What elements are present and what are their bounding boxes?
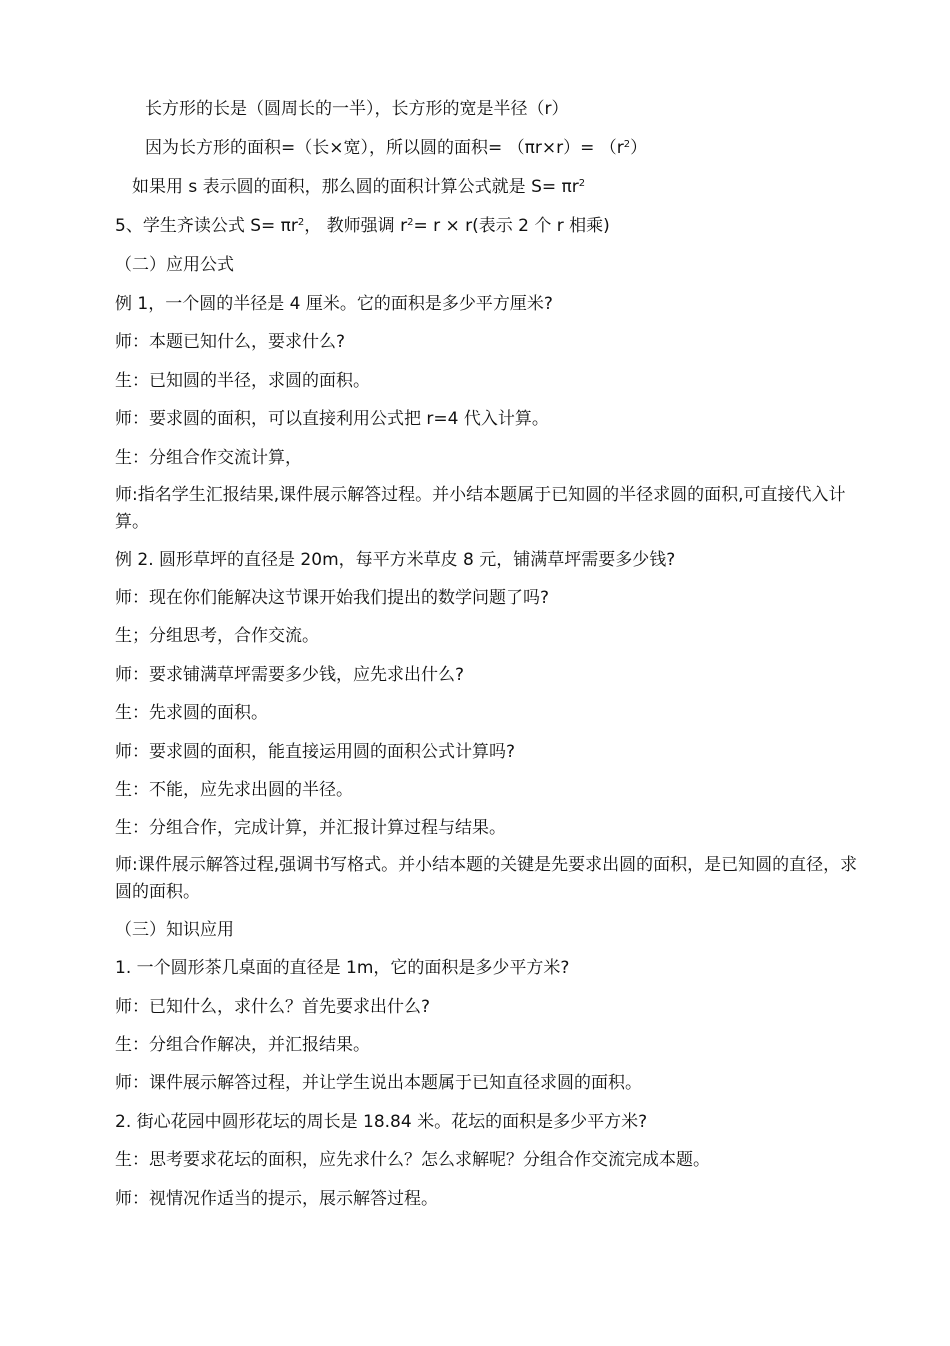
line-text: 师：课件展示解答过程，并让学生说出本题属于已知直径求圆的面积。: [115, 1073, 642, 1093]
line-text: 2. 街心花园中圆形花坛的周长是 18.84 米。花坛的面积是多少平方米?: [115, 1112, 648, 1132]
text-line: [115, 622, 865, 650]
text-line: [115, 1069, 865, 1097]
text-line-formula: [132, 173, 882, 201]
line-text: 生：不能，应先求出圆的半径。: [115, 780, 353, 800]
text-line-exercise-1: [115, 954, 865, 982]
text-paragraph: [115, 852, 867, 906]
line-text: 生：已知圆的半径，求圆的面积。: [115, 371, 370, 391]
text-line-recite-formula: [115, 212, 865, 240]
text-line-rect-length: [145, 95, 895, 123]
text-line-example-1: [115, 290, 865, 318]
text-line: [115, 405, 865, 433]
text-line-area-derivation: [145, 134, 895, 162]
line-text: 师:课件展示解答过程,强调书写格式。并小结本题的关键是先要求出圆的面积，是已知圆的直径，求圆的面积。: [115, 855, 858, 902]
line-text: = r × r(表示 2 个 r 相乘): [413, 216, 610, 236]
section-heading-knowledge-application: [115, 916, 865, 944]
line-text: 因为长方形的面积=（长×宽），所以圆的面积= （πr×r）= （r: [145, 138, 624, 158]
line-text: 长方形的长是（圆周长的一半），长方形的宽是半径（r）: [145, 99, 569, 119]
line-text: （二）应用公式: [115, 255, 234, 275]
text-line-example-2: [115, 546, 865, 574]
text-line: [115, 444, 865, 472]
text-line: [115, 367, 865, 395]
line-text: 师：要求圆的面积，可以直接利用公式把 r=4 代入计算。: [115, 409, 549, 429]
line-text: 师：要求圆的面积，能直接运用圆的面积公式计算吗?: [115, 742, 516, 762]
text-line: [115, 584, 865, 612]
line-text: ， 教师强调 r: [304, 216, 408, 236]
superscript: 2: [407, 217, 414, 228]
text-paragraph: [115, 482, 867, 536]
text-line: [115, 661, 865, 689]
line-text: 师：本题已知什么，要求什么?: [115, 332, 346, 352]
line-text: 如果用 s 表示圆的面积，那么圆的面积计算公式就是 S= πr: [132, 177, 579, 197]
section-heading-apply-formula: [115, 251, 865, 279]
line-text: 生：分组合作交流计算，: [115, 448, 302, 468]
line-text: 师：要求铺满草坪需要多少钱，应先求出什么?: [115, 665, 465, 685]
text-line: [115, 814, 865, 842]
text-line: [115, 738, 865, 766]
text-line: [115, 699, 865, 727]
text-line-exercise-2: [115, 1108, 865, 1136]
line-text: 师：现在你们能解决这节课开始我们提出的数学问题了吗?: [115, 588, 550, 608]
text-line: [115, 993, 865, 1021]
text-line: [115, 1031, 865, 1059]
line-text: 生；分组思考，合作交流。: [115, 626, 319, 646]
text-line: [115, 1185, 865, 1213]
line-text: 师：视情况作适当的提示，展示解答过程。: [115, 1189, 438, 1209]
line-text: 例 2. 圆形草坪的直径是 20m，每平方米草皮 8 元，铺满草坪需要多少钱?: [115, 550, 676, 570]
superscript: 2: [578, 178, 586, 189]
text-line: [115, 1146, 865, 1174]
line-text: 1. 一个圆形茶几桌面的直径是 1m，它的面积是多少平方米?: [115, 958, 570, 978]
line-text: 生：分组合作，完成计算，并汇报计算过程与结果。: [115, 818, 506, 838]
line-text: 生：先求圆的面积。: [115, 703, 268, 723]
superscript: 2: [623, 139, 631, 150]
text-line: [115, 328, 865, 356]
line-text: （三）知识应用: [115, 920, 234, 940]
line-text: ）: [630, 138, 648, 158]
superscript: 2: [297, 217, 305, 228]
line-text: 5、学生齐读公式 S= πr: [115, 216, 298, 236]
text-line: [115, 776, 865, 804]
line-text: 师:指名学生汇报结果,课件展示解答过程。并小结本题属于已知圆的半径求圆的面积,可直接代入计算。: [115, 485, 846, 532]
line-text: 师：已知什么，求什么？首先要求出什么?: [115, 997, 431, 1017]
line-text: 生：分组合作解决，并汇报结果。: [115, 1035, 370, 1055]
line-text: 生：思考要求花坛的面积，应先求什么？怎么求解呢？分组合作交流完成本题。: [115, 1150, 710, 1170]
line-text: 例 1，一个圆的半径是 4 厘米。它的面积是多少平方厘米?: [115, 294, 553, 314]
